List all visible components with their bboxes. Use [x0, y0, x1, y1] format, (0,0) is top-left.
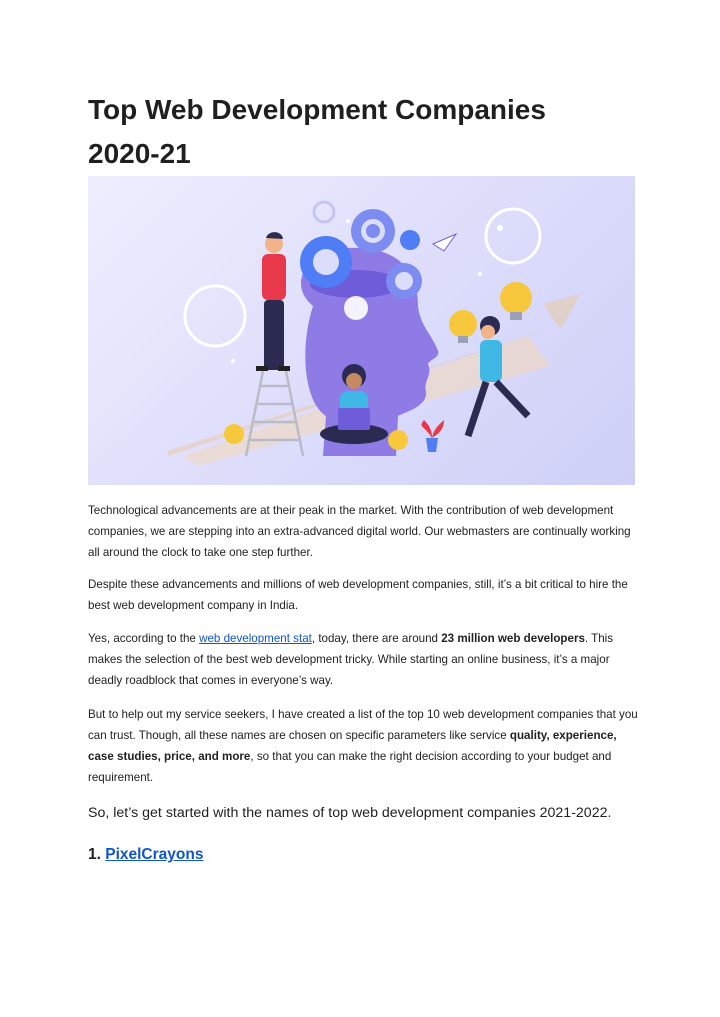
gear-faint-icon [314, 202, 334, 222]
criteria-text-before: But to help out my service seekers, I have created a list of the top 10 web development companies that you can trust. Though, all these names are chosen on specific parameters like service [88, 708, 638, 742]
title-line-1: Top Web Development Companies [88, 94, 546, 125]
gear-blue-icon [300, 236, 352, 288]
lead-sentence: So, let’s get started with the names of top web development companies 2021-2022. [88, 805, 612, 821]
paragraph-list-criteria [88, 704, 638, 788]
paragraph-intro: Technological advancements are at their peak in the market. With the contribution of web development companies, we are stepping into an extra-advanced digital world. Our webmasters are continually working all around the clock to take one step further. [88, 504, 631, 559]
man-figure [256, 232, 290, 371]
gear-in-head-icon [344, 296, 368, 320]
plant-icon [421, 420, 444, 452]
sparkle-dot [478, 272, 482, 276]
gear-small-icon [386, 263, 422, 299]
pixelcrayons-link[interactable]: PixelCrayons [105, 846, 204, 863]
decor-ring-left [185, 286, 245, 346]
sparkle-dot [346, 219, 350, 223]
criteria-text-after: , so that you can make the right decision according to your budget and requirement. [88, 750, 612, 784]
lightbulb-right-icon [500, 282, 532, 320]
web-development-stat-link[interactable]: web development stat [199, 632, 312, 645]
list-item-heading [88, 842, 203, 868]
stats-text-before: Yes, according to the [88, 632, 200, 645]
decor-ring-right [486, 209, 540, 263]
paragraph-hiring: Despite these advancements and millions of web development companies, still, it’s a bit critical to hire the best web development company in India. [88, 578, 628, 612]
lightbulb-middle-icon [449, 310, 477, 343]
list-item-number: 1. [88, 846, 106, 863]
paragraph-stats [88, 628, 638, 691]
decor-dot [497, 225, 503, 231]
stats-text-middle: , today, there are around [311, 632, 442, 645]
gear-top-icon [351, 209, 395, 253]
teamwork-illustration [88, 176, 635, 485]
gear-tiny-icon [400, 230, 420, 250]
lightbulb-floor-icon [388, 430, 408, 450]
page-title [88, 88, 648, 176]
lightbulb-left-icon [224, 424, 244, 444]
hero-illustration [88, 176, 635, 485]
developer-count-bold: 23 million web developers [441, 632, 585, 645]
criteria-bold: quality, experience, case studies, price, and more [88, 729, 617, 763]
stats-text-after: . This makes the selection of the best web development tricky. While starting an online business, it’s a major deadly roadblock that comes in everyone’s way. [88, 632, 614, 687]
paper-plane-icon [433, 234, 456, 251]
title-line-2: 2020-21 [88, 138, 191, 169]
sparkle-dot [231, 359, 235, 363]
